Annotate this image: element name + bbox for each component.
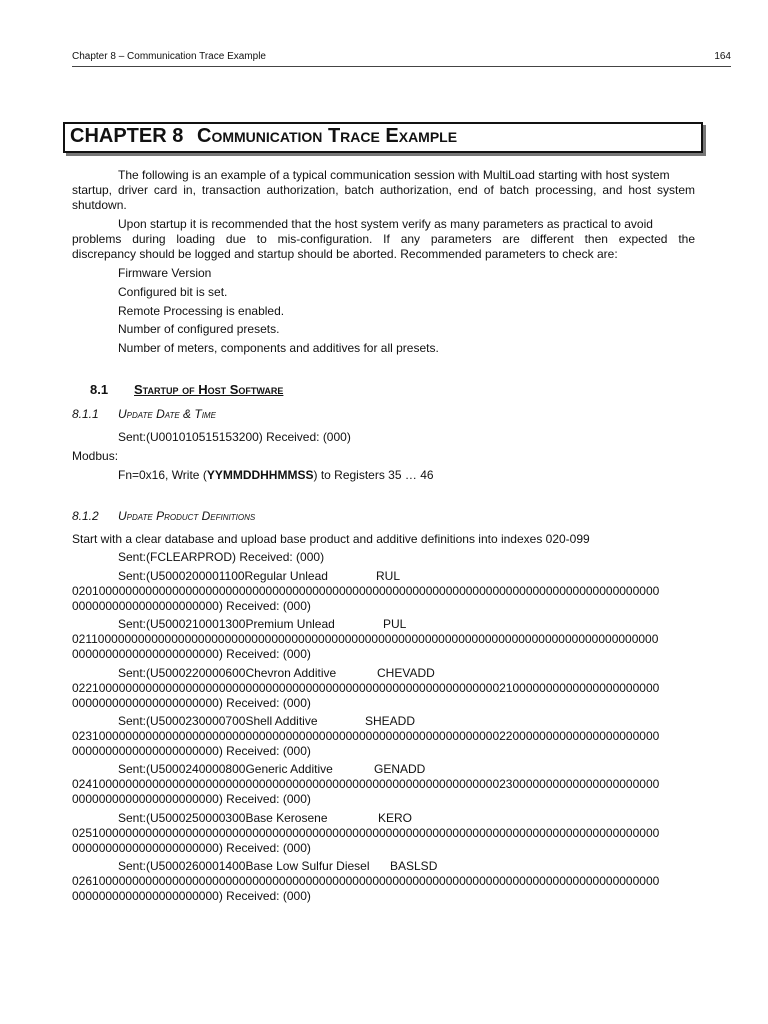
modbus-label: Modbus: bbox=[72, 449, 119, 463]
entry-data: 0261000000000000000000000000000000000000000000000000000000000000000000000000000000000000 bbox=[72, 874, 660, 888]
chapter-label: CHAPTER 8 bbox=[70, 125, 184, 147]
header-divider bbox=[72, 66, 731, 67]
entry-sent: Sent:(U5000250000300Base Kerosene bbox=[118, 811, 328, 825]
intro-p1-line3: shutdown. bbox=[72, 198, 127, 212]
entry-sent: Sent:(U5000220000600Chevron Additive bbox=[118, 666, 337, 680]
modbus-suffix: ) to Registers 35 … 46 bbox=[313, 468, 434, 482]
entry-sent: Sent:(U5000240000800Generic Additive bbox=[118, 762, 333, 776]
entry-received: 0000000000000000000000) Received: (000) bbox=[72, 889, 311, 903]
running-header bbox=[72, 51, 731, 62]
section-8-1-number: 8.1 bbox=[90, 382, 109, 397]
param-item: Number of meters, components and additives for all presets. bbox=[118, 341, 439, 355]
modbus-command bbox=[118, 468, 434, 483]
chapter-title: Communication Trace Example bbox=[197, 125, 458, 147]
entry-code: RUL bbox=[376, 569, 401, 583]
modbus-format: YYMMDDHHMMSS bbox=[206, 468, 314, 482]
param-item: Firmware Version bbox=[118, 266, 212, 280]
entry-data: 0241000000000000000000000000000000000000000000000000000000000000230000000000000000000000 bbox=[72, 777, 660, 791]
entry-code: CHEVADD bbox=[377, 666, 435, 680]
entry-sent: Sent:(U5000230000700Shell Additive bbox=[118, 714, 318, 728]
entry-code: KERO bbox=[378, 811, 413, 825]
entry-sent: Sent:(U5000200001100Regular Unlead bbox=[118, 569, 328, 583]
entry-data: 0221000000000000000000000000000000000000000000000000000000000000210000000000000000000000 bbox=[72, 681, 660, 695]
entry-data: 0201000000000000000000000000000000000000000000000000000000000000000000000000000000000000 bbox=[72, 584, 660, 598]
entry-code: GENADD bbox=[374, 762, 426, 776]
entry-received: 0000000000000000000000) Received: (000) bbox=[72, 647, 311, 661]
entry-data: 0251000000000000000000000000000000000000000000000000000000000000000000000000000000000000 bbox=[72, 826, 660, 840]
intro-p2-line1: Upon startup it is recommended that the host system verify as many parameters as practical to avoid bbox=[118, 217, 653, 231]
intro-p2-line2: problems during loading due to mis-configuration. If any parameters are different then expected the bbox=[72, 232, 695, 246]
param-item: Configured bit is set. bbox=[118, 285, 228, 299]
entry-sent: Sent:(U5000260001400Base Low Sulfur Diesel bbox=[118, 859, 370, 873]
entry-data: 0231000000000000000000000000000000000000000000000000000000000000220000000000000000000000 bbox=[72, 729, 660, 743]
section-8-1-1-title: Update Date & Time bbox=[118, 407, 216, 421]
page-number: 164 bbox=[714, 51, 731, 62]
entry-received: 0000000000000000000000) Received: (000) bbox=[72, 841, 311, 855]
entry-received: 0000000000000000000000) Received: (000) bbox=[72, 792, 311, 806]
section-8-1-2-title: Update Product Definitions bbox=[118, 509, 256, 523]
section-8-1-1-number: 8.1.1 bbox=[72, 407, 99, 421]
intro-p1-line1: The following is an example of a typical communication session with MultiLoad starting with host system bbox=[118, 168, 670, 182]
param-item: Number of configured presets. bbox=[118, 322, 280, 336]
entry-code: BASLSD bbox=[390, 859, 438, 873]
chapter-heading bbox=[63, 122, 703, 153]
param-item: Remote Processing is enabled. bbox=[118, 304, 285, 318]
intro-p2-line3: discrepancy should be logged and startup should be aborted. Recommended parameters to check are: bbox=[72, 247, 618, 261]
entry-received: 0000000000000000000000) Received: (000) bbox=[72, 696, 311, 710]
entry-code: PUL bbox=[383, 617, 407, 631]
date-time-sent: Sent:(U001010515153200) Received: (000) bbox=[118, 430, 351, 444]
entry-data: 0211000000000000000000000000000000000000000000000000000000000000000000000000000000000000 bbox=[72, 632, 659, 646]
entry-received: 0000000000000000000000) Received: (000) bbox=[72, 599, 311, 613]
intro-p1-line2: startup, driver card in, transaction authorization, batch authorization, end of batch processing, and host system bbox=[72, 183, 695, 197]
section-8-1-title: Startup of Host Software bbox=[134, 382, 284, 397]
product-definitions-intro: Start with a clear database and upload base product and additive definitions into indexes 020-099 bbox=[72, 532, 590, 546]
entry-sent: Sent:(U5000210001300Premium Unlead bbox=[118, 617, 335, 631]
entry-code: SHEADD bbox=[365, 714, 416, 728]
running-header-title: Chapter 8 – Communication Trace Example bbox=[72, 51, 266, 62]
section-8-1-2-number: 8.1.2 bbox=[72, 509, 99, 523]
modbus-prefix: Fn=0x16, Write ( bbox=[118, 468, 207, 482]
clear-prod-sent: Sent:(FCLEARPROD) Received: (000) bbox=[118, 550, 325, 564]
entry-received: 0000000000000000000000) Received: (000) bbox=[72, 744, 311, 758]
